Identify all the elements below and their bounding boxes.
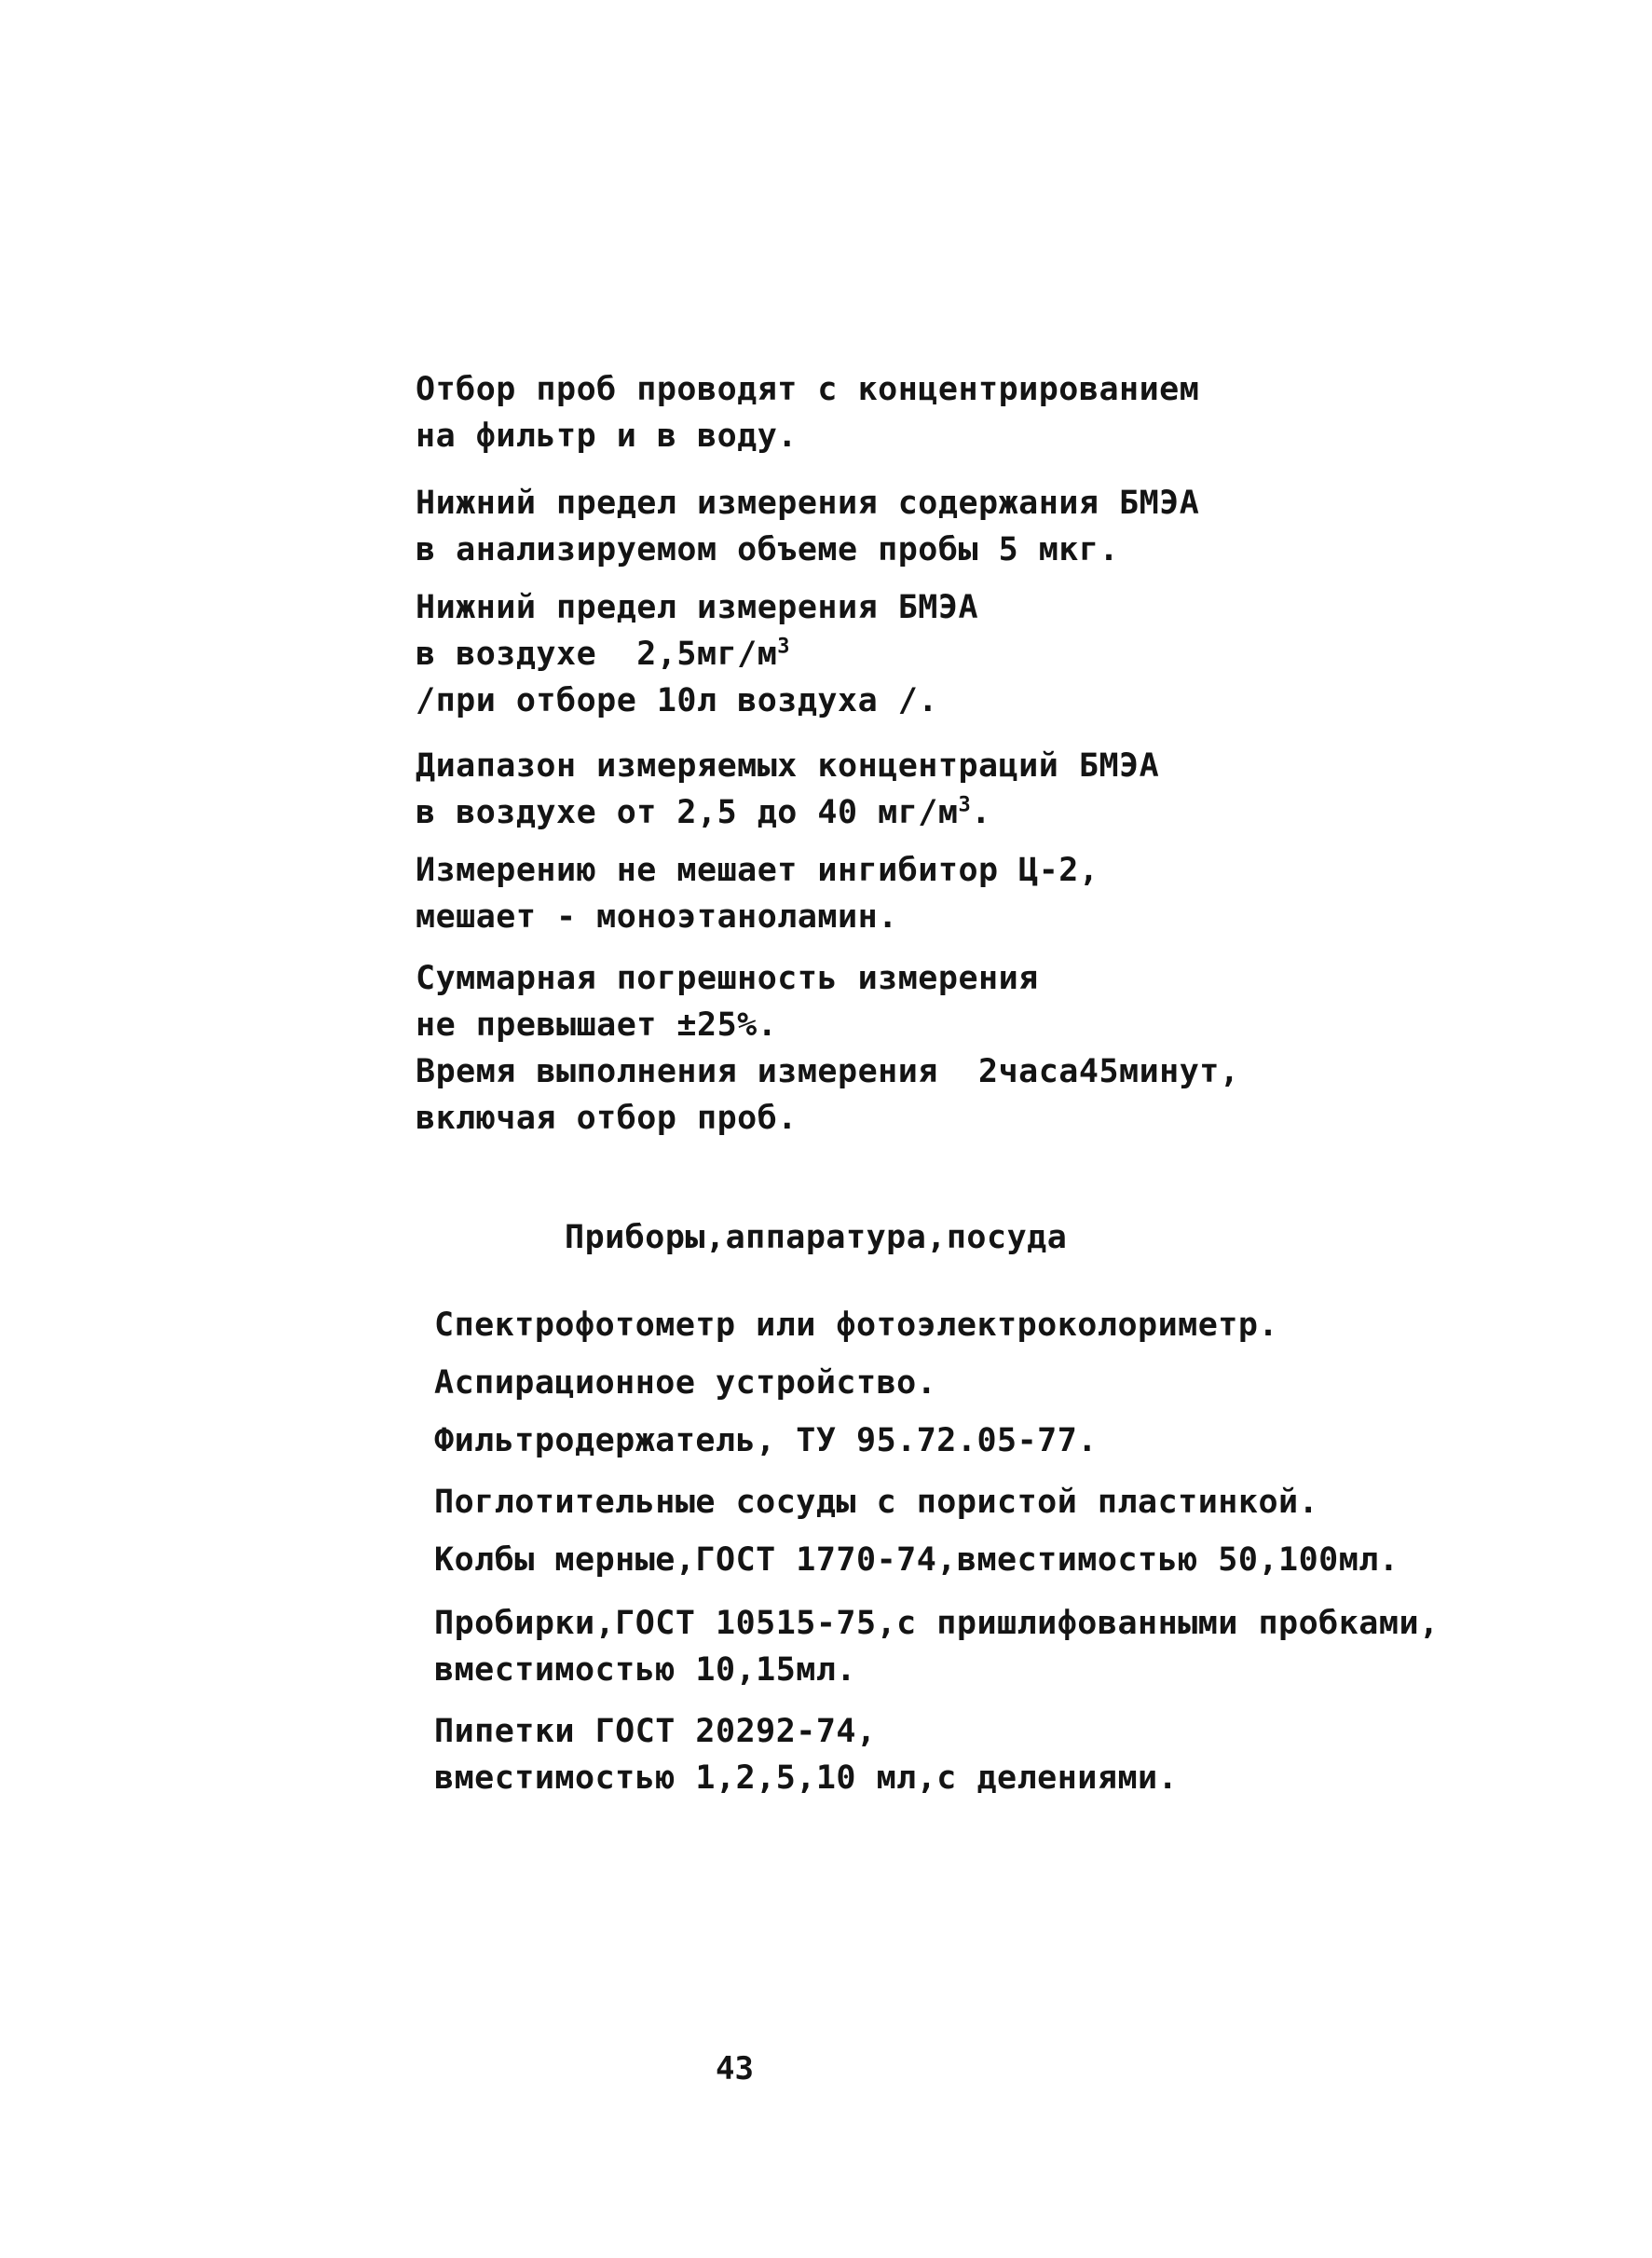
text-segment: .: [971, 794, 991, 831]
text-line: Нижний предел измерения БМЭА: [416, 589, 979, 626]
text-segment: в воздухе от 2,5 до 40 мг/м: [416, 794, 959, 831]
text-line: [416, 634, 790, 675]
list-item: Пробирки,ГОСТ 10515-75,с пришлифованными пробками,: [434, 1605, 1440, 1642]
superscript: 3: [777, 635, 791, 659]
text-line: на фильтр и в воду.: [416, 417, 798, 455]
list-item: Колбы мерные,ГОСТ 1770-74,вместимостью 50,100мл.: [434, 1541, 1399, 1579]
superscript: 3: [958, 793, 972, 817]
list-item: Фильтродержатель, ТУ 95.72.05-77.: [434, 1422, 1098, 1459]
list-item: Аспирационное устройство.: [434, 1364, 937, 1402]
text-line: Отбор проб проводят с концентрированием: [416, 371, 1200, 408]
text-line: Время выполнения измерения 2часа45минут,: [416, 1053, 1240, 1090]
text-line: Диапазон измеряемых концентраций БМЭА: [416, 747, 1160, 785]
page-number: 43: [716, 2050, 754, 2087]
text-line: [416, 792, 991, 833]
list-item: вместимостью 10,15мл.: [434, 1651, 857, 1689]
list-item: Пипетки ГОСТ 20292-74,: [434, 1713, 877, 1750]
text-line: не превышает ±25%.: [416, 1006, 778, 1044]
text-line: Нижний предел измерения содержания БМЭА: [416, 485, 1200, 522]
list-item: Поглотительные сосуды с пористой пластинкой.: [434, 1484, 1319, 1521]
text-line: /при отборе 10л воздуха /.: [416, 682, 938, 719]
text-line: Измерению не мешает ингибитор Ц-2,: [416, 852, 1099, 889]
text-line: включая отбор проб.: [416, 1100, 798, 1137]
list-item: Спектрофотометр или фотоэлектроколориметр.: [434, 1307, 1279, 1344]
text-line: мешает - моноэтаноламин.: [416, 898, 898, 936]
text-segment: в воздухе 2,5мг/м: [416, 636, 778, 673]
list-item: вместимостью 1,2,5,10 мл,с делениями.: [434, 1759, 1179, 1797]
text-line: Суммарная погрешность измерения: [416, 960, 1039, 997]
section-heading: Приборы,аппаратура,посуда: [565, 1219, 1068, 1256]
text-line: в анализируемом объеме пробы 5 мкг.: [416, 531, 1120, 568]
